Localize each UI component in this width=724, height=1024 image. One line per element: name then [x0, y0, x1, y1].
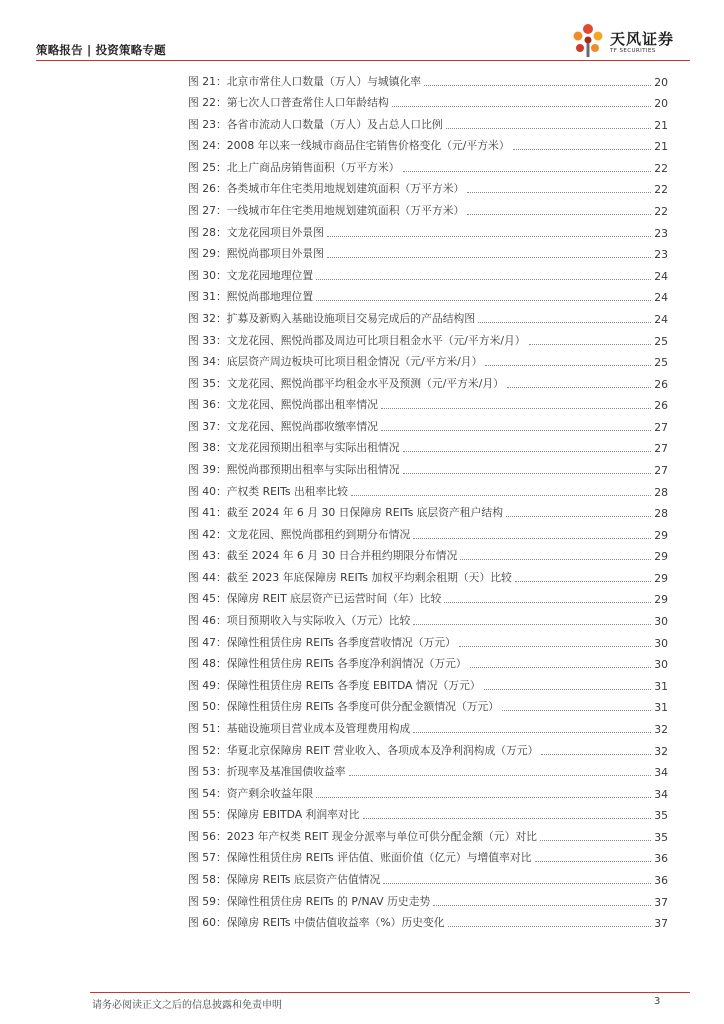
toc-entry-page: 26	[654, 399, 668, 413]
toc-dot-leader	[363, 818, 651, 819]
toc-dot-leader	[448, 926, 651, 927]
toc-entry-label: 图 58：保障房 REITs 底层资产估值情况	[188, 872, 381, 886]
toc-entry[interactable]	[188, 177, 668, 199]
toc-dot-leader	[316, 797, 651, 798]
toc-entry-page: 36	[654, 852, 668, 866]
toc-dot-leader	[424, 85, 651, 86]
toc-entry-label: 图 27：一线城市年住宅类用地规划建筑面积（万平方米）	[188, 204, 465, 218]
toc-dot-leader	[515, 581, 651, 582]
toc-dot-leader	[506, 516, 651, 517]
toc-dot-leader	[529, 344, 651, 345]
brand-logo	[568, 20, 690, 60]
toc-dot-leader	[485, 365, 651, 366]
toc-entry-page: 21	[654, 140, 668, 154]
toc-entry-label: 图 32：扩募及新购入基础设施项目交易完成后的产品结构图	[188, 311, 476, 325]
toc-entry[interactable]	[188, 91, 668, 113]
toc-dot-leader	[403, 451, 651, 452]
toc-entry[interactable]	[188, 306, 668, 328]
toc-entry[interactable]	[188, 652, 668, 674]
toc-dot-leader	[502, 710, 651, 711]
page-number: 3	[654, 996, 661, 1007]
toc-dot-leader	[535, 861, 652, 862]
toc-entry-page: 28	[654, 485, 668, 499]
toc-dot-leader	[433, 905, 651, 906]
toc-entry-page: 29	[654, 571, 668, 585]
toc-entry[interactable]	[188, 501, 668, 523]
toc-entry-label: 图 50：保障性租赁住房 REITs 各季度可供分配金额情况（万元）	[188, 700, 500, 714]
toc-entry-label: 图 37：文龙花园、熙悦尚郡收缴率情况	[188, 419, 378, 433]
toc-entry[interactable]	[188, 242, 668, 264]
toc-entry-page: 25	[654, 356, 668, 370]
toc-dot-leader	[403, 171, 651, 172]
toc-entry-page: 29	[654, 550, 668, 564]
toc-entry[interactable]	[188, 911, 668, 933]
toc-entry[interactable]	[188, 522, 668, 544]
toc-entry-page: 35	[654, 830, 668, 844]
toc-entry-page: 32	[654, 722, 668, 736]
toc-entry-page: 22	[654, 205, 668, 219]
toc-entry-label: 图 48：保障性租赁住房 REITs 各季度净利润情况（万元）	[188, 657, 467, 671]
toc-entry-label: 图 42：文龙花园、熙悦尚郡租约到期分布情况	[188, 527, 411, 541]
toc-entry-label: 图 23：各省市流动人口数量（万人）及占总人口比例	[188, 117, 443, 131]
toc-entry[interactable]	[188, 69, 668, 91]
toc-entry[interactable]	[188, 716, 668, 738]
toc-entry[interactable]	[188, 436, 668, 458]
toc-entry-page: 35	[654, 809, 668, 823]
toc-entry-page: 37	[654, 895, 668, 909]
toc-entry-page: 32	[654, 744, 668, 758]
toc-entry-page: 31	[654, 679, 668, 693]
toc-dot-leader	[470, 667, 651, 668]
toc-entry[interactable]	[188, 479, 668, 501]
toc-dot-leader	[316, 279, 651, 280]
toc-entry-label: 图 47：保障性租赁住房 REITs 各季度营收情况（万元）	[188, 635, 456, 649]
toc-dot-leader	[513, 149, 651, 150]
toc-entry[interactable]	[188, 824, 668, 846]
toc-dot-leader	[446, 128, 651, 129]
toc-entry-page: 29	[654, 528, 668, 542]
brand-name: 天风证券	[610, 30, 675, 48]
toc-entry-page: 20	[654, 75, 668, 89]
toc-entry-label: 图 31：熙悦尚郡地理位置	[188, 290, 314, 304]
header-divider	[36, 60, 690, 61]
toc-entry-page: 29	[654, 593, 668, 607]
toc-dot-leader	[541, 754, 651, 755]
toc-entry-label: 图 35：文龙花园、熙悦尚郡平均租金水平及预测（元/平方米/月）	[188, 376, 504, 390]
toc-dot-leader	[413, 538, 651, 539]
toc-entry-page: 27	[654, 463, 668, 477]
toc-entry-label: 图 53：折现率及基准国债收益率	[188, 765, 346, 779]
toc-entry-page: 34	[654, 766, 668, 780]
toc-entry[interactable]	[188, 350, 668, 372]
toc-dot-leader	[459, 646, 651, 647]
toc-dot-leader	[413, 732, 651, 733]
toc-dot-leader	[484, 689, 651, 690]
toc-entry[interactable]	[188, 673, 668, 695]
toc-dot-leader	[327, 257, 651, 258]
toc-entry-page: 34	[654, 787, 668, 801]
toc-entry-page: 22	[654, 183, 668, 197]
toc-entry-label: 图 40：产权类 REITs 出租率比较	[188, 484, 348, 498]
toc-dot-leader	[403, 473, 651, 474]
toc-entry[interactable]	[188, 587, 668, 609]
toc-entry-label: 图 41：截至 2024 年 6 月 30 日保障房 REITs 底层资产租户结构	[188, 506, 503, 520]
brand-subtitle: TF SECURITIES	[610, 48, 656, 54]
toc-entry-page: 23	[654, 226, 668, 240]
toc-entry-page: 25	[654, 334, 668, 348]
toc-entry-page: 31	[654, 701, 668, 715]
toc-entry-label: 图 34：底层资产周边板块可比项目租金情况（元/平方米/月）	[188, 355, 483, 369]
toc-entry-label: 图 44：截至 2023 年底保障房 REITs 加权平均剩余租期（天）比较	[188, 570, 512, 584]
toc-entry-page: 30	[654, 658, 668, 672]
toc-entry-label: 图 28：文龙花园项目外景图	[188, 225, 324, 239]
toc-entry-page: 24	[654, 312, 668, 326]
toc-entry[interactable]	[188, 544, 668, 566]
toc-entry-label: 图 21：北京市常住人口数量（万人）与城镇化率	[188, 74, 422, 88]
toc-entry[interactable]	[188, 328, 668, 350]
toc-entry-label: 图 46：项目预期收入与实际收入（万元）比较	[188, 614, 411, 628]
toc-entry[interactable]	[188, 608, 668, 630]
toc-entry[interactable]	[188, 198, 668, 220]
toc-entry-label: 图 45：保障房 REIT 底层资产已运营时间（年）比较	[188, 592, 442, 606]
toc-entry[interactable]	[188, 565, 668, 587]
toc-entry[interactable]	[188, 760, 668, 782]
toc-entry[interactable]	[188, 414, 668, 436]
toc-entry[interactable]	[188, 220, 668, 242]
toc-entry[interactable]	[188, 695, 668, 717]
toc-dot-leader	[467, 192, 651, 193]
toc-dot-leader	[540, 840, 651, 841]
toc-entry[interactable]	[188, 781, 668, 803]
toc-entry-page: 22	[654, 161, 668, 175]
toc-entry-label: 图 43：截至 2024 年 6 月 30 日合并租约期限分布情况	[188, 549, 458, 563]
toc-dot-leader	[349, 775, 651, 776]
toc-dot-leader	[478, 322, 651, 323]
toc-entry-page: 23	[654, 248, 668, 262]
toc-dot-leader	[351, 495, 651, 496]
toc-entry-label: 图 22：第七次人口普查常住人口年龄结构	[188, 96, 389, 110]
toc-dot-leader	[381, 408, 651, 409]
toc-entry-label: 图 38：文龙花园预期出租率与实际出租情况	[188, 441, 400, 455]
toc-entry-label: 图 26：各类城市年住宅类用地规划建筑面积（万平方米）	[188, 182, 465, 196]
toc-dot-leader	[383, 883, 651, 884]
toc-entry[interactable]	[188, 371, 668, 393]
toc-entry[interactable]	[188, 738, 668, 760]
toc-dot-leader	[507, 387, 651, 388]
toc-dot-leader	[413, 624, 651, 625]
toc-entry-page: 28	[654, 507, 668, 521]
toc-entry-page: 36	[654, 873, 668, 887]
toc-entry-label: 图 24：2008 年以来一线城市商品住宅销售价格变化（元/平方米）	[188, 139, 510, 153]
toc-entry-page: 27	[654, 420, 668, 434]
toc-dot-leader	[381, 430, 651, 431]
toc-dot-leader	[392, 106, 651, 107]
toc-entry-label: 图 59：保障性租赁住房 REITs 的 P/NAV 历史走势	[188, 894, 431, 908]
toc-entry-label: 图 57：保障性租赁住房 REITs 评估值、账面价值（亿元）与增值率对比	[188, 851, 532, 865]
toc-entry-label: 图 54：资产剩余收益年限	[188, 786, 314, 800]
toc-entry-label: 图 30：文龙花园地理位置	[188, 268, 314, 282]
flower-logo-icon	[568, 20, 608, 60]
toc-dot-leader	[316, 300, 651, 301]
toc-entry-label: 图 51：基础设施项目营业成本及管理费用构成	[188, 721, 411, 735]
toc-entry[interactable]	[188, 867, 668, 889]
toc-entry[interactable]	[188, 263, 668, 285]
toc-entry-page: 26	[654, 377, 668, 391]
toc-entry-label: 图 33：文龙花园、熙悦尚郡及周边可比项目租金水平（元/平方米/月）	[188, 333, 526, 347]
toc-dot-leader	[327, 236, 651, 237]
toc-entry-label: 图 55：保障房 EBITDA 利润率对比	[188, 808, 360, 822]
footer-disclaimer: 请务必阅读正文之后的信息披露和免责申明	[92, 1000, 282, 1011]
toc-dot-leader	[467, 214, 651, 215]
toc-entry[interactable]	[188, 112, 668, 134]
toc-dot-leader	[444, 602, 651, 603]
toc-entry[interactable]	[188, 630, 668, 652]
toc-entry-label: 图 60：保障房 REITs 中债估值收益率（%）历史变化	[188, 916, 445, 930]
toc-entry[interactable]	[188, 457, 668, 479]
toc-entry[interactable]	[188, 285, 668, 307]
toc-entry-label: 图 39：熙悦尚郡预期出租率与实际出租情况	[188, 462, 400, 476]
figure-index-list	[188, 69, 668, 932]
toc-entry-label: 图 56：2023 年产权类 REIT 现金分派率与单位可供分配金额（元）对比	[188, 829, 537, 843]
toc-entry-page: 30	[654, 615, 668, 629]
toc-entry-label: 图 36：文龙花园、熙悦尚郡出租率情况	[188, 398, 378, 412]
toc-entry-label: 图 29：熙悦尚郡项目外景图	[188, 247, 324, 261]
toc-entry-page: 27	[654, 442, 668, 456]
toc-entry-page: 24	[654, 269, 668, 283]
toc-entry-page: 37	[654, 917, 668, 931]
toc-dot-leader	[460, 559, 651, 560]
toc-entry[interactable]	[188, 155, 668, 177]
toc-entry[interactable]	[188, 846, 668, 868]
footer-divider	[90, 992, 690, 993]
toc-entry[interactable]	[188, 393, 668, 415]
toc-entry-page: 30	[654, 636, 668, 650]
toc-entry[interactable]	[188, 134, 668, 156]
toc-entry[interactable]	[188, 889, 668, 911]
toc-entry-label: 图 49：保障性租赁住房 REITs 各季度 EBITDA 情况（万元）	[188, 678, 481, 692]
toc-entry[interactable]	[188, 803, 668, 825]
toc-entry-page: 21	[654, 118, 668, 132]
toc-entry-label: 图 52：华夏北京保障房 REIT 营业收入、各项成本及净利润构成（万元）	[188, 743, 539, 757]
toc-entry-page: 24	[654, 291, 668, 305]
report-category-title: 策略报告 | 投资策略专题	[36, 43, 166, 57]
toc-entry-label: 图 25：北上广商品房销售面积（万平方米）	[188, 160, 400, 174]
toc-entry-page: 20	[654, 97, 668, 111]
